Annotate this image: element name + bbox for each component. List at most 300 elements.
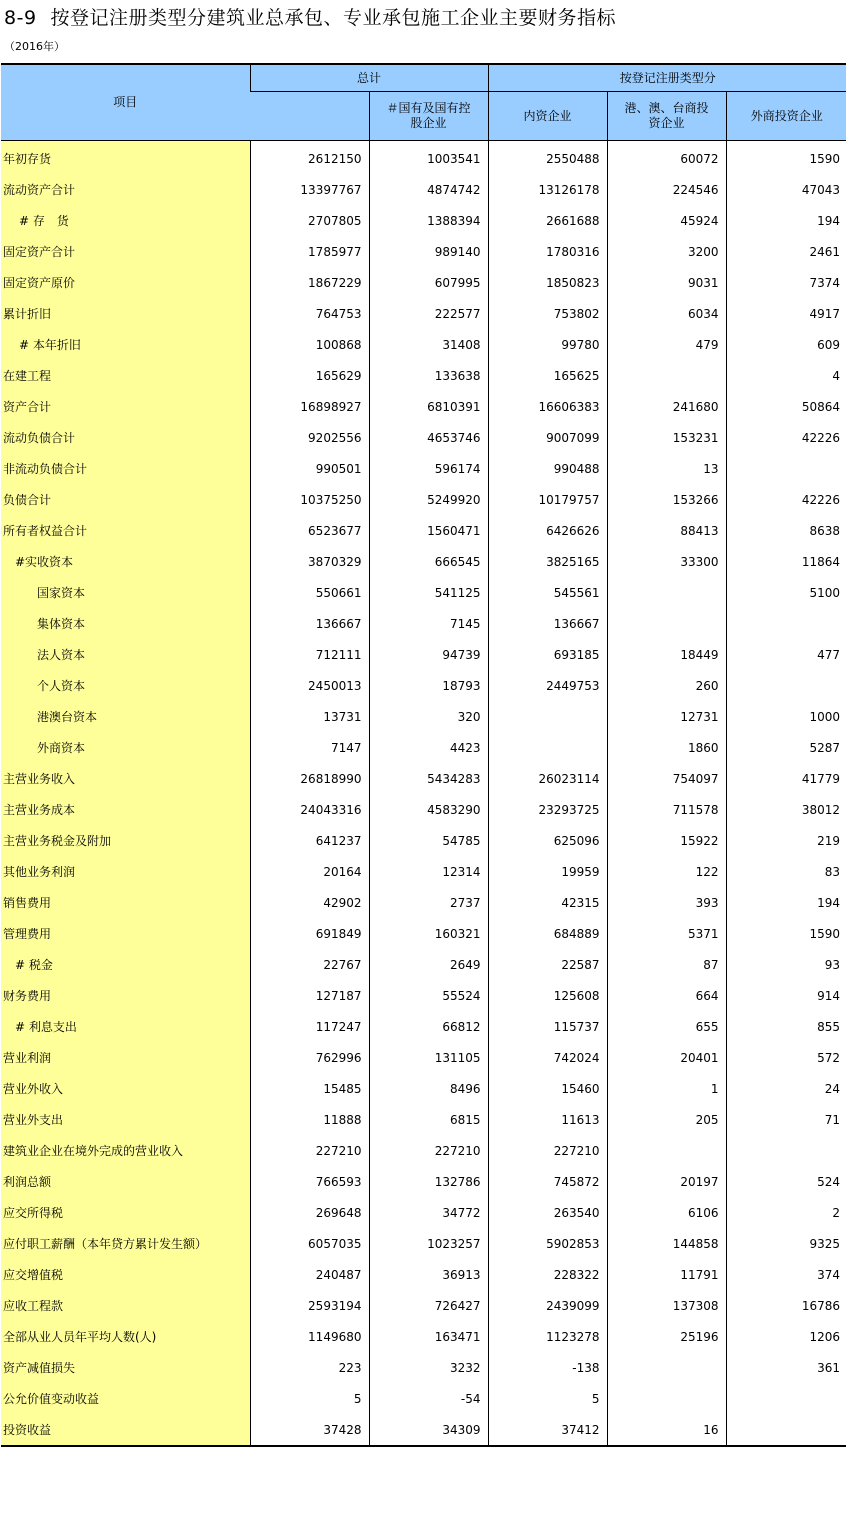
cell-state-owned: 12314 [369,856,488,887]
row-label: 营业外支出 [1,1104,250,1135]
cell-hk-macao-tw [607,360,726,391]
cell-domestic: 684889 [488,918,607,949]
cell-state-owned: 31408 [369,329,488,360]
cell-domestic: 125608 [488,980,607,1011]
cell-domestic: 99780 [488,329,607,360]
cell-state-owned: 1023257 [369,1228,488,1259]
cell-total: 42902 [250,887,369,918]
cell-total: 2612150 [250,141,369,175]
cell-domestic: 3825165 [488,546,607,577]
cell-domestic [488,732,607,763]
cell-state-owned: 163471 [369,1321,488,1352]
cell-domestic: 11613 [488,1104,607,1135]
cell-total: 5 [250,1383,369,1414]
cell-foreign: 41779 [726,763,846,794]
cell-state-owned: 132786 [369,1166,488,1197]
cell-hk-macao-tw: 25196 [607,1321,726,1352]
cell-domestic: 19959 [488,856,607,887]
cell-state-owned: 94739 [369,639,488,670]
table-row [1,267,846,298]
cell-total: 26818990 [250,763,369,794]
cell-total: 6523677 [250,515,369,546]
cell-total: 269648 [250,1197,369,1228]
cell-hk-macao-tw: 1860 [607,732,726,763]
cell-hk-macao-tw [607,1135,726,1166]
table-row [1,422,846,453]
row-label: 在建工程 [1,360,250,391]
header-item: 项目 [1,64,250,141]
cell-foreign: 572 [726,1042,846,1073]
table-row [1,639,846,670]
cell-domestic: 228322 [488,1259,607,1290]
cell-hk-macao-tw: 60072 [607,141,726,175]
table-row [1,329,846,360]
table-row [1,141,846,175]
cell-hk-macao-tw: 15922 [607,825,726,856]
row-label: # 本年折旧 [1,329,250,360]
row-label: 主营业务税金及附加 [1,825,250,856]
cell-hk-macao-tw: 33300 [607,546,726,577]
cell-total: 117247 [250,1011,369,1042]
cell-total: 641237 [250,825,369,856]
cell-domestic: -138 [488,1352,607,1383]
cell-total: 13397767 [250,174,369,205]
cell-domestic: 227210 [488,1135,607,1166]
row-label: 应付职工薪酬（本年贷方累计发生额） [1,1228,250,1259]
cell-state-owned: 541125 [369,577,488,608]
row-label: 集体资本 [1,608,250,639]
cell-state-owned: 2649 [369,949,488,980]
table-row [1,763,846,794]
cell-state-owned: 131105 [369,1042,488,1073]
cell-state-owned: 66812 [369,1011,488,1042]
row-label: 应收工程款 [1,1290,250,1321]
cell-total: 136667 [250,608,369,639]
row-label: 利润总额 [1,1166,250,1197]
cell-hk-macao-tw [607,1352,726,1383]
cell-foreign [726,1383,846,1414]
row-label: 非流动负债合计 [1,453,250,484]
cell-hk-macao-tw: 260 [607,670,726,701]
cell-domestic: 136667 [488,608,607,639]
cell-hk-macao-tw: 144858 [607,1228,726,1259]
cell-hk-macao-tw: 137308 [607,1290,726,1321]
row-label: 财务费用 [1,980,250,1011]
cell-state-owned: 596174 [369,453,488,484]
cell-state-owned: 34772 [369,1197,488,1228]
row-label: 销售费用 [1,887,250,918]
cell-foreign: 1206 [726,1321,846,1352]
cell-state-owned: 7145 [369,608,488,639]
row-label: 个人资本 [1,670,250,701]
table-header [1,64,846,141]
cell-state-owned: 726427 [369,1290,488,1321]
cell-foreign: 477 [726,639,846,670]
table-row [1,484,846,515]
cell-state-owned: 4874742 [369,174,488,205]
cell-total: 691849 [250,918,369,949]
row-label: 外商资本 [1,732,250,763]
cell-foreign: 609 [726,329,846,360]
cell-foreign [726,608,846,639]
cell-total: 2593194 [250,1290,369,1321]
cell-state-owned: 5434283 [369,763,488,794]
cell-state-owned: 55524 [369,980,488,1011]
cell-foreign: 855 [726,1011,846,1042]
cell-foreign: 374 [726,1259,846,1290]
cell-total: 127187 [250,980,369,1011]
cell-total: 762996 [250,1042,369,1073]
cell-domestic: 625096 [488,825,607,856]
table-row [1,1414,846,1446]
cell-foreign: 2 [726,1197,846,1228]
cell-state-owned: 5249920 [369,484,488,515]
cell-state-owned: 1388394 [369,205,488,236]
row-label: 营业利润 [1,1042,250,1073]
cell-hk-macao-tw [607,1383,726,1414]
cell-total: 550661 [250,577,369,608]
cell-total: 990501 [250,453,369,484]
cell-foreign: 7374 [726,267,846,298]
cell-domestic: 37412 [488,1414,607,1446]
year-subtitle: （2016年） [4,40,65,53]
table-row [1,732,846,763]
cell-total: 13731 [250,701,369,732]
cell-state-owned: 1003541 [369,141,488,175]
row-label: 应交增值税 [1,1259,250,1290]
cell-hk-macao-tw: 88413 [607,515,726,546]
row-label: 其他业务利润 [1,856,250,887]
cell-hk-macao-tw: 754097 [607,763,726,794]
row-label: 应交所得税 [1,1197,250,1228]
table-row [1,825,846,856]
cell-foreign: 361 [726,1352,846,1383]
row-label: 资产减值损失 [1,1352,250,1383]
cell-total: 1867229 [250,267,369,298]
cell-foreign: 11864 [726,546,846,577]
table-row [1,360,846,391]
row-label: 国家资本 [1,577,250,608]
cell-state-owned: 18793 [369,670,488,701]
cell-state-owned: 4583290 [369,794,488,825]
header-foreign: 外商投资企业 [726,92,846,141]
cell-domestic: 1780316 [488,236,607,267]
cell-hk-macao-tw: 6106 [607,1197,726,1228]
table-row [1,1011,846,1042]
cell-hk-macao-tw: 664 [607,980,726,1011]
cell-foreign: 8638 [726,515,846,546]
cell-foreign: 9325 [726,1228,846,1259]
header-total: 总计 [250,64,488,92]
cell-total: 712111 [250,639,369,670]
cell-hk-macao-tw: 20401 [607,1042,726,1073]
cell-state-owned: 160321 [369,918,488,949]
cell-foreign: 42226 [726,484,846,515]
cell-hk-macao-tw: 122 [607,856,726,887]
cell-hk-macao-tw: 87 [607,949,726,980]
row-label: 建筑业企业在境外完成的营业收入 [1,1135,250,1166]
cell-foreign [726,670,846,701]
cell-hk-macao-tw: 3200 [607,236,726,267]
cell-domestic: 165625 [488,360,607,391]
cell-domestic: 742024 [488,1042,607,1073]
header-registration-group: 按登记注册类型分 [488,64,846,92]
row-label: 主营业务成本 [1,794,250,825]
cell-state-owned: 320 [369,701,488,732]
cell-domestic: 263540 [488,1197,607,1228]
cell-foreign: 38012 [726,794,846,825]
cell-foreign: 524 [726,1166,846,1197]
cell-domestic: 15460 [488,1073,607,1104]
financial-indicators-table [1,63,846,1447]
table-row [1,670,846,701]
table-row [1,949,846,980]
cell-domestic: 5 [488,1383,607,1414]
cell-foreign: 47043 [726,174,846,205]
table-row [1,701,846,732]
table-row [1,236,846,267]
cell-hk-macao-tw: 205 [607,1104,726,1135]
row-label: 固定资产原价 [1,267,250,298]
cell-state-owned: 36913 [369,1259,488,1290]
cell-domestic: 9007099 [488,422,607,453]
cell-state-owned: 666545 [369,546,488,577]
cell-state-owned: 989140 [369,236,488,267]
cell-state-owned: 34309 [369,1414,488,1446]
cell-total: 20164 [250,856,369,887]
cell-foreign: 71 [726,1104,846,1135]
row-label: 公允价值变动收益 [1,1383,250,1414]
cell-hk-macao-tw: 241680 [607,391,726,422]
table-row [1,1073,846,1104]
cell-total: 16898927 [250,391,369,422]
table-row [1,1352,846,1383]
row-label: 法人资本 [1,639,250,670]
cell-foreign: 914 [726,980,846,1011]
cell-domestic: 2439099 [488,1290,607,1321]
cell-total: 37428 [250,1414,369,1446]
table-row [1,453,846,484]
page-title [4,4,616,32]
row-label: # 税金 [1,949,250,980]
cell-hk-macao-tw: 711578 [607,794,726,825]
cell-foreign: 83 [726,856,846,887]
cell-total: 223 [250,1352,369,1383]
cell-foreign: 93 [726,949,846,980]
cell-state-owned: 6810391 [369,391,488,422]
cell-total: 766593 [250,1166,369,1197]
cell-total: 240487 [250,1259,369,1290]
table-row [1,1259,846,1290]
cell-domestic: 26023114 [488,763,607,794]
cell-total: 15485 [250,1073,369,1104]
cell-foreign [726,1135,846,1166]
cell-state-owned: 222577 [369,298,488,329]
table-row [1,1321,846,1352]
table-row [1,918,846,949]
row-label: 资产合计 [1,391,250,422]
cell-state-owned: -54 [369,1383,488,1414]
table-row [1,887,846,918]
cell-hk-macao-tw: 13 [607,453,726,484]
cell-total: 11888 [250,1104,369,1135]
cell-hk-macao-tw: 18449 [607,639,726,670]
cell-domestic: 115737 [488,1011,607,1042]
cell-hk-macao-tw [607,608,726,639]
cell-total: 2707805 [250,205,369,236]
cell-hk-macao-tw: 9031 [607,267,726,298]
cell-domestic: 2449753 [488,670,607,701]
table-row [1,1290,846,1321]
cell-state-owned: 8496 [369,1073,488,1104]
cell-foreign: 194 [726,205,846,236]
cell-domestic: 5902853 [488,1228,607,1259]
cell-domestic: 745872 [488,1166,607,1197]
cell-domestic [488,701,607,732]
table-row [1,1104,846,1135]
cell-foreign: 16786 [726,1290,846,1321]
cell-foreign: 1590 [726,141,846,175]
row-label: 流动负债合计 [1,422,250,453]
cell-total: 22767 [250,949,369,980]
cell-total: 10375250 [250,484,369,515]
cell-domestic: 2550488 [488,141,607,175]
row-label: 累计折旧 [1,298,250,329]
table-row [1,794,846,825]
cell-hk-macao-tw: 45924 [607,205,726,236]
cell-hk-macao-tw: 479 [607,329,726,360]
row-label: 营业外收入 [1,1073,250,1104]
cell-hk-macao-tw [607,577,726,608]
cell-foreign: 50864 [726,391,846,422]
cell-state-owned: 133638 [369,360,488,391]
cell-total: 1149680 [250,1321,369,1352]
header-state-owned: ＃国有及国有控股企业 [369,92,488,141]
table-row [1,546,846,577]
table-row [1,856,846,887]
cell-total: 1785977 [250,236,369,267]
cell-domestic: 22587 [488,949,607,980]
cell-total: 2450013 [250,670,369,701]
cell-total: 764753 [250,298,369,329]
table-row [1,577,846,608]
cell-foreign: 4917 [726,298,846,329]
table-row [1,515,846,546]
cell-state-owned: 4423 [369,732,488,763]
cell-total: 9202556 [250,422,369,453]
row-label: 年初存货 [1,141,250,175]
cell-hk-macao-tw: 16 [607,1414,726,1446]
cell-hk-macao-tw: 153266 [607,484,726,515]
row-label: 负债合计 [1,484,250,515]
cell-total: 165629 [250,360,369,391]
row-label: 投资收益 [1,1414,250,1446]
cell-hk-macao-tw: 5371 [607,918,726,949]
cell-state-owned: 2737 [369,887,488,918]
table-row [1,980,846,1011]
cell-foreign: 4 [726,360,846,391]
cell-hk-macao-tw: 12731 [607,701,726,732]
cell-domestic: 545561 [488,577,607,608]
table-row [1,608,846,639]
cell-hk-macao-tw: 224546 [607,174,726,205]
cell-state-owned: 6815 [369,1104,488,1135]
cell-hk-macao-tw: 153231 [607,422,726,453]
cell-state-owned: 1560471 [369,515,488,546]
row-label: 港澳台资本 [1,701,250,732]
row-label: 流动资产合计 [1,174,250,205]
table-row [1,1228,846,1259]
cell-hk-macao-tw: 20197 [607,1166,726,1197]
table-body [1,141,846,1447]
cell-foreign: 2461 [726,236,846,267]
cell-state-owned: 3232 [369,1352,488,1383]
cell-foreign: 5287 [726,732,846,763]
table-row [1,1383,846,1414]
row-label: # 利息支出 [1,1011,250,1042]
cell-hk-macao-tw: 1 [607,1073,726,1104]
cell-hk-macao-tw: 11791 [607,1259,726,1290]
cell-domestic: 990488 [488,453,607,484]
cell-state-owned: 227210 [369,1135,488,1166]
table-number: 8-9 [4,7,37,29]
table-row [1,174,846,205]
row-label: 管理费用 [1,918,250,949]
row-label: 主营业务收入 [1,763,250,794]
cell-domestic: 6426626 [488,515,607,546]
table-row [1,1166,846,1197]
cell-total: 24043316 [250,794,369,825]
table-row [1,391,846,422]
cell-total: 227210 [250,1135,369,1166]
header-domestic: 内资企业 [488,92,607,141]
table-row [1,298,846,329]
cell-domestic: 2661688 [488,205,607,236]
cell-foreign: 194 [726,887,846,918]
table-title-text: 按登记注册类型分建筑业总承包、专业承包施工企业主要财务指标 [50,7,617,29]
header-total-spacer [250,92,369,141]
cell-state-owned: 4653746 [369,422,488,453]
header-hk-macao-tw: 港、澳、台商投资企业 [607,92,726,141]
cell-foreign: 24 [726,1073,846,1104]
cell-hk-macao-tw: 6034 [607,298,726,329]
row-label: # 存 货 [1,205,250,236]
cell-foreign: 1590 [726,918,846,949]
cell-foreign: 1000 [726,701,846,732]
cell-domestic: 693185 [488,639,607,670]
cell-total: 7147 [250,732,369,763]
row-label: 全部从业人员年平均人数(人) [1,1321,250,1352]
row-label: #实收资本 [1,546,250,577]
cell-foreign: 42226 [726,422,846,453]
cell-domestic: 1123278 [488,1321,607,1352]
cell-domestic: 753802 [488,298,607,329]
cell-total: 100868 [250,329,369,360]
cell-foreign: 219 [726,825,846,856]
cell-foreign [726,453,846,484]
cell-domestic: 10179757 [488,484,607,515]
row-label: 固定资产合计 [1,236,250,267]
table-row [1,205,846,236]
cell-foreign [726,1414,846,1446]
cell-domestic: 23293725 [488,794,607,825]
cell-domestic: 42315 [488,887,607,918]
cell-state-owned: 607995 [369,267,488,298]
table-row [1,1135,846,1166]
table-row [1,1042,846,1073]
cell-state-owned: 54785 [369,825,488,856]
cell-hk-macao-tw: 655 [607,1011,726,1042]
